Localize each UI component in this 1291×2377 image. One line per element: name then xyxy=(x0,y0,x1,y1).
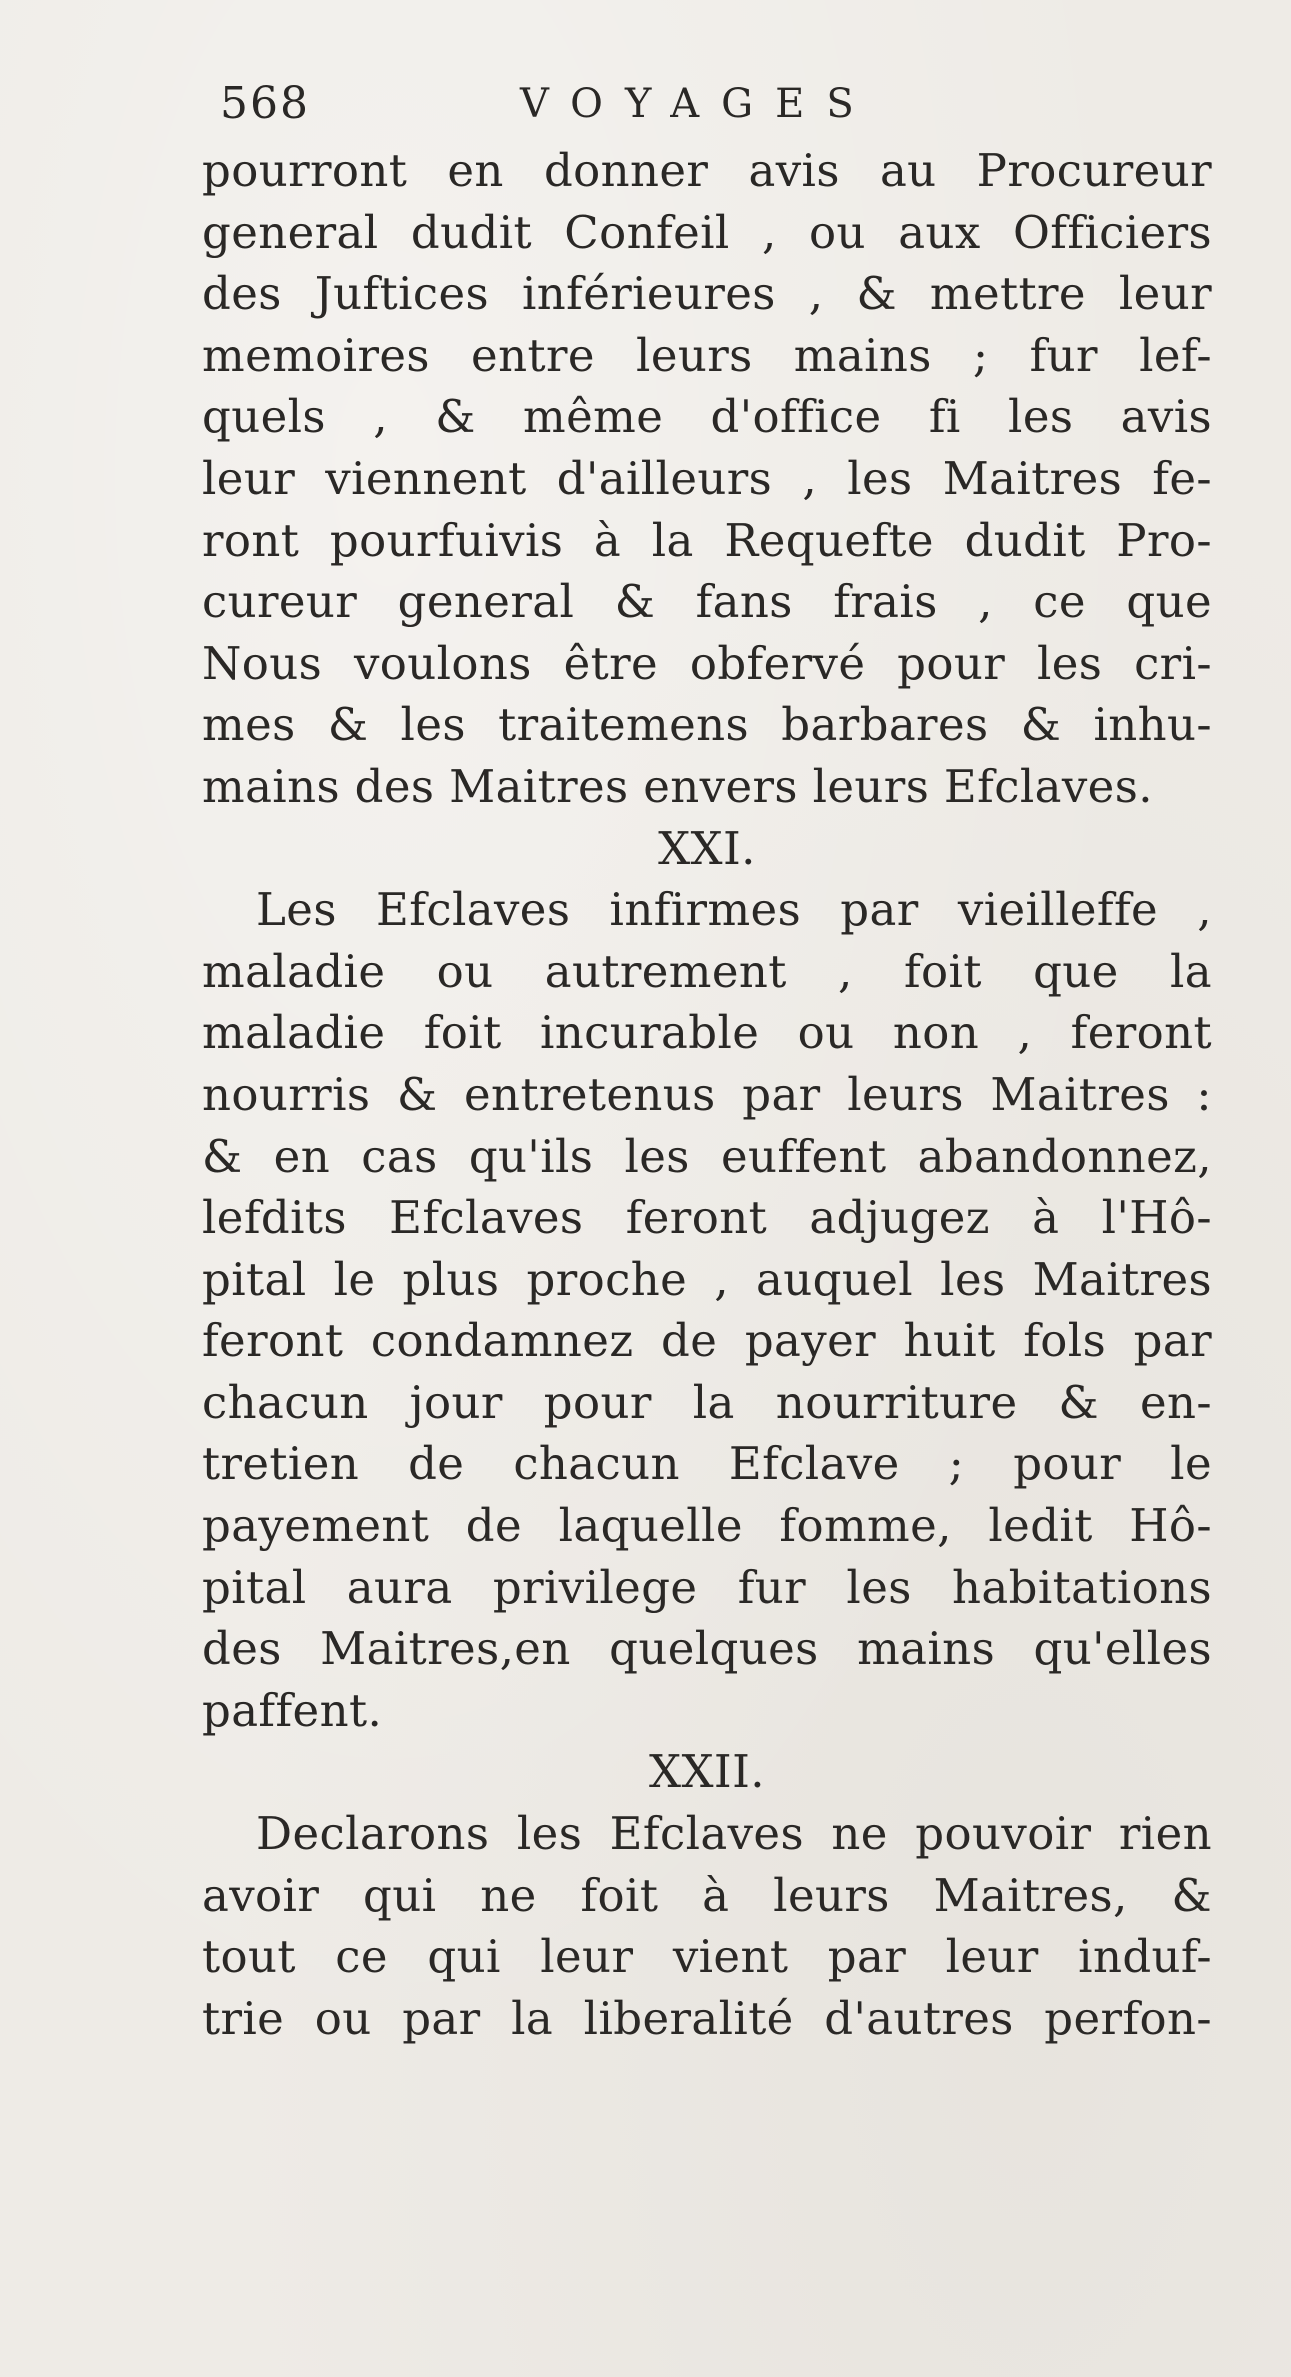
text-line: general dudit Confeil , ou aux Officiers xyxy=(202,205,1212,259)
text-line: trie ou par la liberalité d'autres perfon- xyxy=(202,1991,1212,2045)
text-line: nourris & entretenus par leurs Maitres : xyxy=(202,1067,1212,1121)
page-header xyxy=(220,72,1020,136)
body-text xyxy=(202,140,1212,2049)
article-heading: XXII. xyxy=(649,1745,765,1799)
text-line: Nous voulons être obfervé pour les cri- xyxy=(202,636,1212,690)
text-line: pourront en donner avis au Procureur xyxy=(202,144,1212,197)
text-line: leur viennent d'ailleurs , les Maitres fe- xyxy=(202,451,1212,505)
text-line: pital le plus proche , auquel les Maitres xyxy=(202,1252,1212,1306)
text-line: & en cas qu'ils les euffent abandonnez, xyxy=(202,1129,1212,1183)
text-line: mains des Maitres envers leurs Efclaves. xyxy=(202,759,1153,813)
text-line: mes & les traitemens barbares & inhu- xyxy=(202,698,1212,752)
page-number: 568 xyxy=(220,78,310,129)
text-line: memoires entre leurs mains ; fur lef- xyxy=(202,328,1212,382)
text-line: maladie ou autrement , foit que la xyxy=(202,944,1212,998)
text-line: tretien de chacun Efclave ; pour le xyxy=(202,1437,1212,1491)
text-line: des Maitres,en quelques mains qu'elles xyxy=(202,1622,1212,1676)
text-line: ront pourfuivis à la Requefte dudit Pro- xyxy=(202,513,1212,567)
article-heading: XXI. xyxy=(658,821,756,875)
text-line: Declarons les Efclaves ne pouvoir rien xyxy=(256,1807,1212,1861)
text-line: payement de laquelle fomme, ledit Hô- xyxy=(202,1499,1212,1553)
text-line: lefdits Efclaves feront adjugez à l'Hô- xyxy=(202,1191,1212,1245)
running-head: VOYAGES xyxy=(520,81,876,127)
text-line: des Juftices inférieures , & mettre leur xyxy=(202,267,1212,321)
text-line: maladie foit incurable ou non , feront xyxy=(202,1006,1212,1060)
text-line: tout ce qui leur vient par leur induf- xyxy=(202,1930,1212,1984)
text-line: chacun jour pour la nourriture & en- xyxy=(202,1375,1212,1429)
text-line: paffent. xyxy=(202,1683,383,1737)
text-line: cureur general & fans frais , ce que xyxy=(202,575,1212,629)
text-line: quels , & même d'office fi les avis xyxy=(202,390,1212,444)
text-line: feront condamnez de payer huit fols par xyxy=(202,1314,1212,1368)
text-line: avoir qui ne foit à leurs Maitres, & xyxy=(202,1868,1212,1922)
text-line: Les Efclaves infirmes par vieilleffe , xyxy=(256,883,1212,937)
text-line: pital aura privilege fur les habitations xyxy=(202,1560,1212,1614)
